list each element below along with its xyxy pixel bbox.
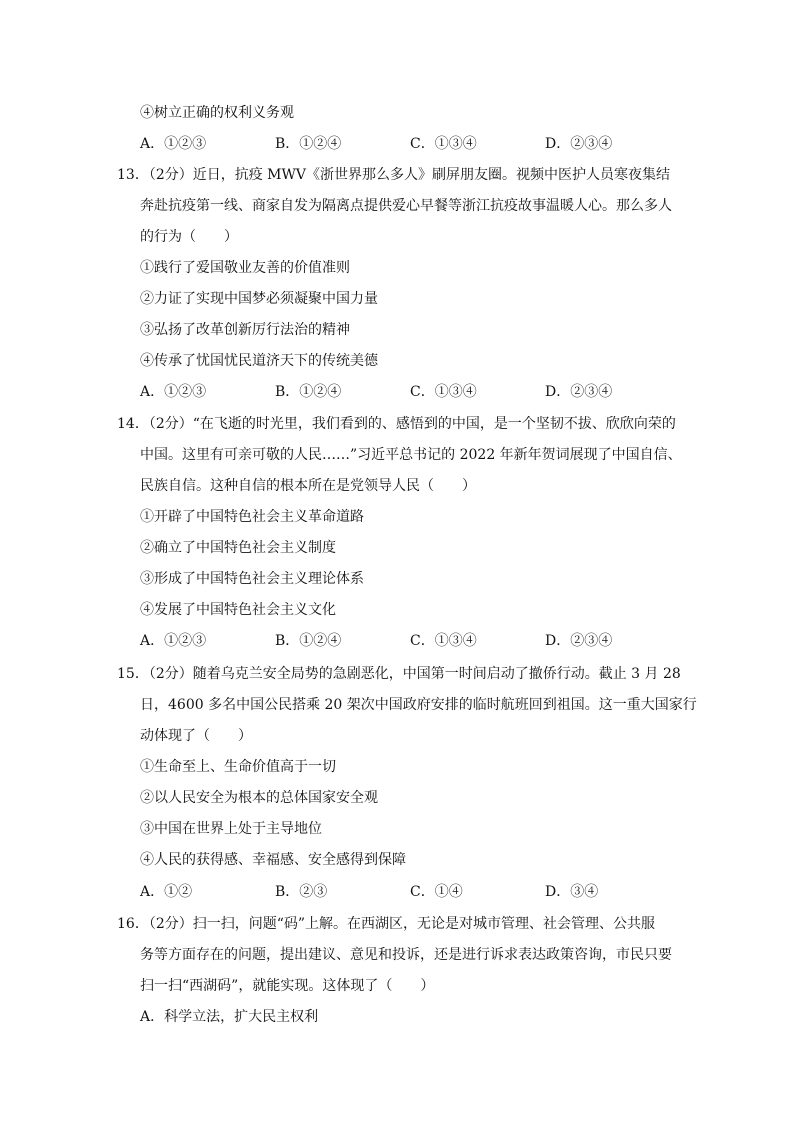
q14-choice-a: A．①②③ (140, 633, 207, 649)
q13-option-4: ④传承了忧国忧民道济天下的传统美德 (140, 353, 378, 369)
q14-option-3: ③形成了中国特色社会主义理论体系 (140, 571, 364, 587)
q12-choice-c: C．①③④ (410, 136, 477, 152)
q13-choice-a: A．①②③ (140, 384, 207, 400)
q12-choice-d: D．②③④ (545, 136, 613, 152)
q16-option-a: A．科学立法，扩大民主权利 (140, 1009, 319, 1025)
q13-stem-line-2: 奔赴抗疫第一线、商家自发为隔离点提供爱心早餐等浙江抗疫故事温暖人心。那么多人 (140, 198, 672, 214)
q14-choice-d: D．②③④ (545, 633, 613, 649)
q16-stem-line-3: 扫一扫“西湖码”，就能实现。这体现了（ ） (140, 978, 435, 994)
q13-choice-b: B．①②④ (275, 384, 342, 400)
q15-choice-a: A．①② (140, 884, 193, 900)
q15-choice-d: D．③④ (545, 884, 599, 900)
q13-choices (140, 382, 700, 402)
q15-option-1: ①生命至上、生命价值高于一切 (140, 759, 336, 775)
q14-option-2: ②确立了中国特色社会主义制度 (140, 540, 336, 556)
q15-stem-line-3: 动体现了（ ） (140, 728, 252, 744)
q15-option-3: ③中国在世界上处于主导地位 (140, 821, 322, 837)
q15-stem-line-2: 日，4600 多名中国公民搭乘 20 架次中国政府安排的临时航班回到祖国。这一重大国家行 (140, 697, 697, 713)
q13-option-3: ③弘扬了改革创新厉行法治的精神 (140, 322, 350, 338)
q16-stem-line-1: 16．（2分）扫一扫，问题“码”上解。在西湖区，无论是对城市管理、社会管理、公共服 (117, 916, 656, 932)
q13-stem-line-3: 的行为（ ） (140, 229, 238, 245)
q12-choices (140, 134, 700, 154)
q14-stem-line-3: 民族自信。这种自信的根本所在是党领导人民（ ） (140, 478, 476, 494)
q14-choice-c: C．①③④ (410, 633, 477, 649)
q14-choice-b: B．①②④ (275, 633, 342, 649)
q14-option-1: ①开辟了中国特色社会主义革命道路 (140, 509, 364, 525)
q14-choices (140, 631, 700, 651)
q15-option-4: ④人民的获得感、幸福感、安全感得到保障 (140, 852, 406, 868)
q15-option-2: ②以人民安全为根本的总体国家安全观 (140, 790, 378, 806)
q15-choice-c: C．①④ (410, 884, 463, 900)
q13-option-1: ①践行了爱国敬业友善的价值准则 (140, 260, 350, 276)
q13-stem-line-1: 13．（2分）近日，抗疫 MWV《浙世界那么多人》刷屏朋友圈。视频中医护人员寒夜集结 (117, 167, 671, 183)
q13-option-2: ②力证了实现中国梦必须凝聚中国力量 (140, 291, 378, 307)
q14-stem-line-1: 14．（2分）“在飞逝的时光里，我们看到的、感悟到的中国，是一个坚韧不拔、欣欣向荣的 (117, 416, 676, 432)
q14-stem-line-2: 中国。这里有可亲可敬的人民……”习近平总书记的 2022 年新年贺词展现了中国自信、 (140, 447, 682, 463)
q15-stem-line-1: 15．（2分）随着乌克兰安全局势的急剧恶化，中国第一时间启动了撤侨行动。截止 3 月 28 (117, 666, 681, 682)
q12-choice-b: B．①②④ (275, 136, 342, 152)
q12-option-4: ④树立正确的权利义务观 (140, 105, 294, 121)
q14-option-4: ④发展了中国特色社会主义文化 (140, 602, 336, 618)
q13-choice-c: C．①③④ (410, 384, 477, 400)
q12-choice-a: A．①②③ (140, 136, 207, 152)
q15-choices (140, 882, 700, 902)
q15-choice-b: B．②③ (275, 884, 328, 900)
q16-stem-line-2: 务等方面存在的问题，提出建议、意见和投诉，还是进行诉求表达政策咨询，市民只要 (140, 947, 672, 963)
q13-choice-d: D．②③④ (545, 384, 613, 400)
